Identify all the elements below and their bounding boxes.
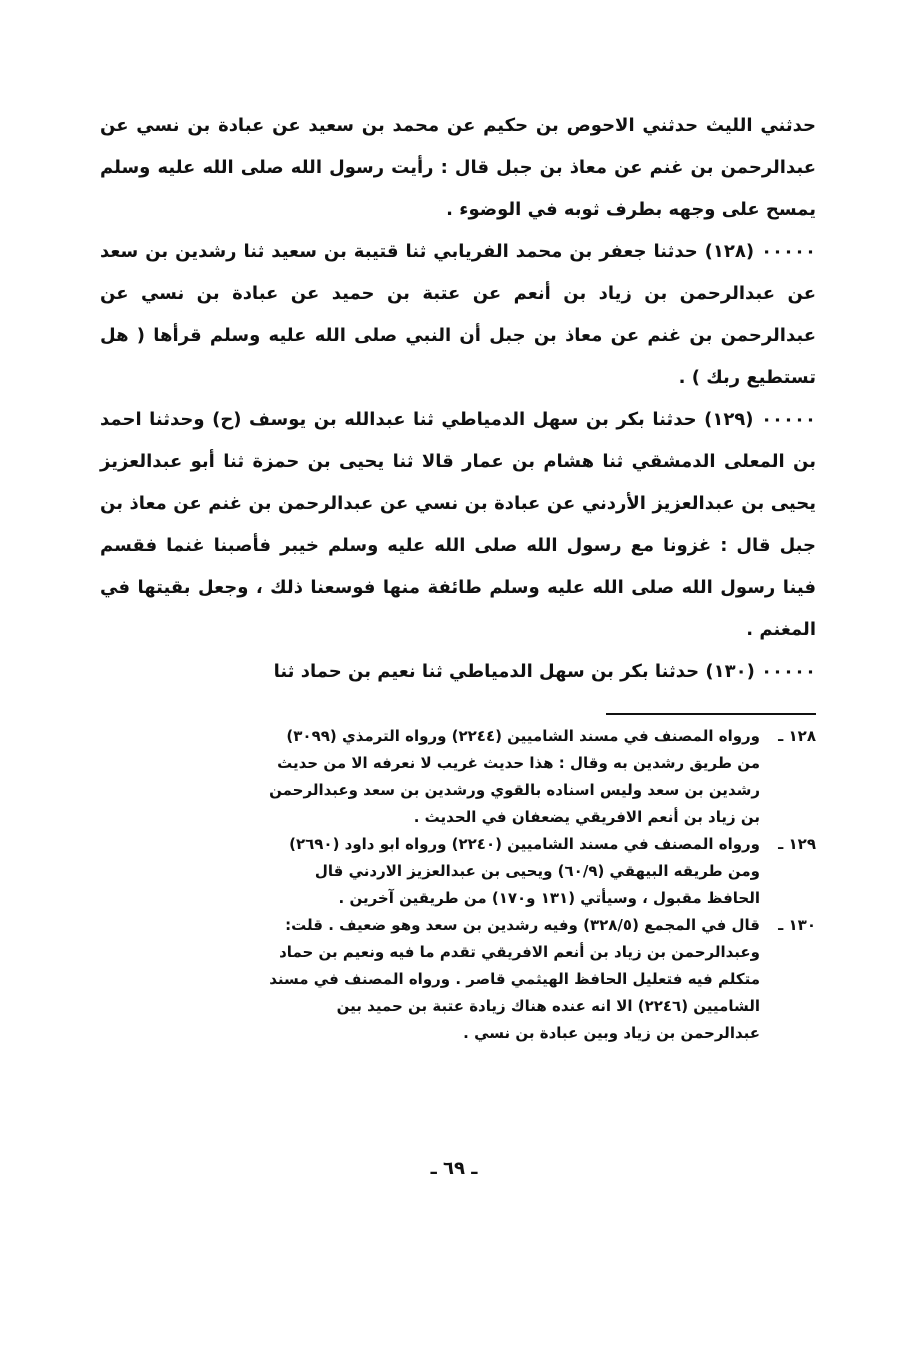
paragraph-hadith-130-start: ٠٠٠٠٠ (١٣٠) حدثنا بكر بن سهل الدمياطي ثنا نعيم بن حماد ثنا <box>273 661 816 682</box>
main-text <box>100 105 816 693</box>
footnote-129 <box>100 831 816 912</box>
footnote-number: ١٢٨ ـ <box>778 727 816 745</box>
footnote-line: بن زياد بن أنعم الافريقي يضعفان في الحديث . <box>413 808 760 826</box>
footnote-text <box>100 723 760 831</box>
page-number: ـ ٦٩ ـ <box>430 1158 478 1179</box>
footnote-130 <box>100 912 816 1047</box>
footnote-line: ورواه المصنف في مسند الشاميين (٢٢٤٠) ورواه ابو داود (٢٦٩٠) <box>289 835 760 853</box>
footnotes <box>100 723 816 1047</box>
footnote-line: متكلم فيه فتعليل الحافظ الهيثمي قاصر . ورواه المصنف في مسند <box>269 970 760 988</box>
footnote-line: وعبدالرحمن بن زياد بن أنعم الافريقي تقدم ما فيه ونعيم بن حماد <box>279 943 760 961</box>
footnote-text <box>100 831 760 912</box>
paragraph-hadith-128: ٠٠٠٠٠ (١٢٨) حدثنا جعفر بن محمد الفريابي ثنا قتيبة بن سعيد ثنا رشدين بن سعد عن عبدالرحمن بن زياد بن أنعم عن عتبة بن حميد عن عبادة بن نسي عن عبدالرحمن بن غنم عن معاذ بن جبل أن النبي صلى الله عليه وسلم قرأها ( هل تستطيع ربك ) . <box>100 241 816 388</box>
footnote-line: رشدين بن سعد وليس اسناده بالقوي ورشدين بن سعد وعبدالرحمن <box>269 781 760 799</box>
footnote-separator <box>606 713 816 715</box>
book-page <box>100 105 816 1215</box>
footnote-128 <box>100 723 816 831</box>
footnote-line: ومن طريقه البيهقي (٦٠/٩) ويحيى بن عبدالعزيز الاردني قال <box>314 862 760 880</box>
footnote-line: عبدالرحمن بن زياد وبين عبادة بن نسي . <box>463 1024 760 1042</box>
paragraph-hadith-129: ٠٠٠٠٠ (١٢٩) حدثنا بكر بن سهل الدمياطي ثنا عبدالله بن يوسف (ح) وحدثنا احمد بن المعلى الدمشقي ثنا هشام بن عمار قالا ثنا يحيى بن حمزة ثنا أبو عبدالعزيز يحيى بن عبدالعزيز الأردني عن عبادة بن نسي عن عبدالرحمن بن غنم عن معاذ بن جبل قال : غزونا مع رسول الله صلى الله عليه وسلم خيبر فأصبنا غنما فقسم فينا رسول الله صلى الله عليه وسلم طائفة منها فوسعنا ذلك ، وجعل بقيتها في المغنم . <box>100 409 816 640</box>
paragraph-hadith-127-end: حدثني الليث حدثني الاحوص بن حكيم عن محمد بن سعيد عن عبادة بن نسي عن عبدالرحمن بن غنم عن معاذ بن جبل قال : رأيت رسول الله صلى الله عليه وسلم يمسح على وجهه بطرف ثوبه في الوضوء . <box>100 115 816 220</box>
footnote-number: ١٣٠ ـ <box>778 916 816 934</box>
footnote-line: ورواه المصنف في مسند الشاميين (٢٢٤٤) ورواه الترمذي (٣٠٩٩) <box>286 727 760 745</box>
footnote-line: الشاميين (٢٢٤٦) الا انه عنده هناك زيادة عتبة بن حميد بين <box>336 997 760 1015</box>
footnote-line: الحافظ مقبول ، وسيأتي (١٣١ و١٧٠) من طريقين آخرين . <box>338 889 760 907</box>
footnote-line: قال في المجمع (٣٢٨/٥) وفيه رشدين بن سعد وهو ضعيف . قلت: <box>285 916 760 934</box>
footnote-number: ١٢٩ ـ <box>778 835 816 853</box>
footnote-line: من طريق رشدين به وقال : هذا حديث غريب لا نعرفه الا من حديث <box>277 754 760 772</box>
footnote-text <box>100 912 760 1047</box>
